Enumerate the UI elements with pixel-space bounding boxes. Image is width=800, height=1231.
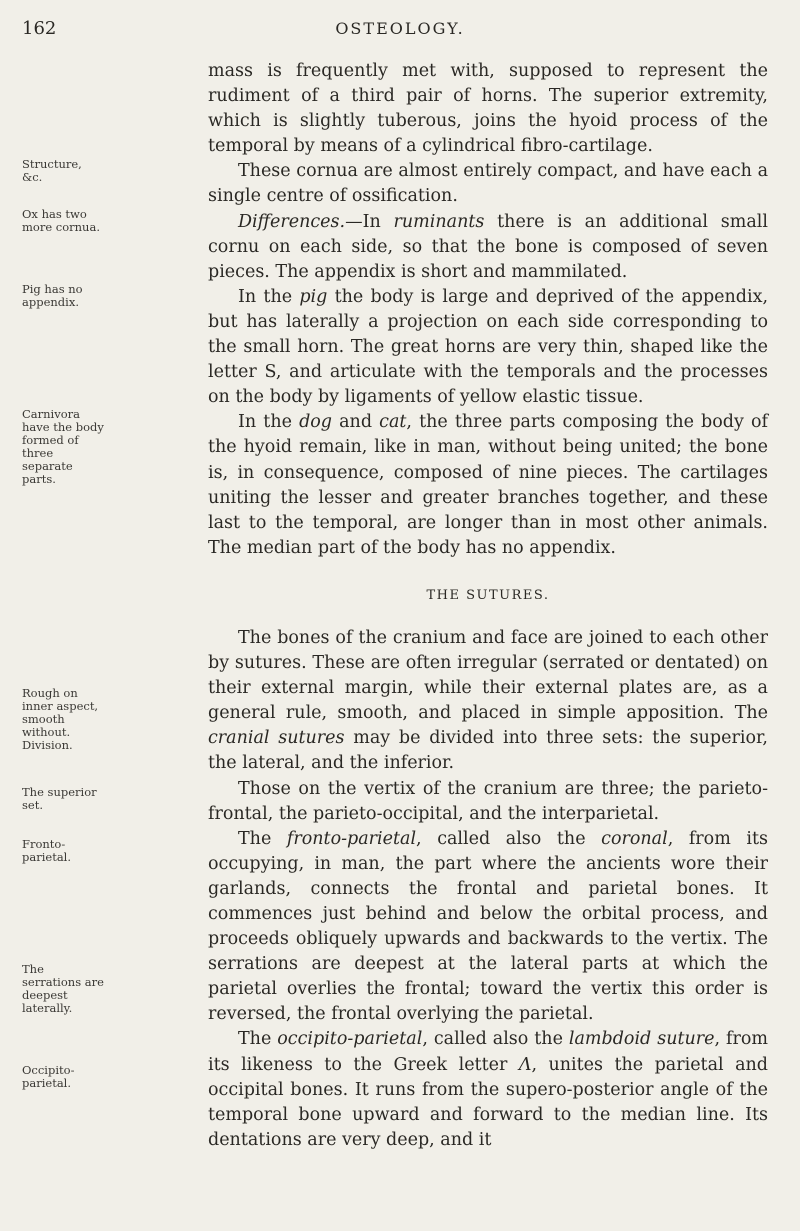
italic-term: coronal: [601, 828, 668, 849]
side-note-fronto-parietal: Fronto-parietal.: [22, 837, 72, 864]
body-text: [208, 59, 768, 1153]
paragraph: In the dog and cat, the three parts composing the body of the hyoid remain, like in man, without being united; the bone is, in consequence, composed of nine pieces. The cartilages uniting the lesser and greater branches together, and these last to the temporal, are longer than in most other animals. The median part of the body has no appendix.: [208, 412, 768, 558]
side-note-superior-set: The superior set.: [22, 785, 97, 812]
italic-term: cranial sutures: [208, 728, 345, 749]
italic-term: occipito-parietal: [277, 1029, 423, 1050]
side-note-pig: Pig has no appendix.: [22, 282, 83, 309]
paragraph: Those on the vertix of the cranium are three; the parieto-frontal, the parieto-occipital, and the interparietal.: [208, 778, 768, 824]
paragraph: Differences.—In ruminants there is an additional small cornu on each side, so that the bone is composed of seven pieces. The appendix is short and mammilated.: [208, 211, 768, 282]
italic-term: Differences.: [238, 211, 346, 232]
page-number: 162: [22, 18, 57, 39]
paragraph: The occipito-parietal, called also the lambdoid suture, from its likeness to the Greek letter Λ, unites the parietal and occipital bones. It runs from the supero-posterior angle of the temporal bone upward and forward to the median line. Its dentations are very deep, and it: [208, 1029, 768, 1150]
italic-term: dog: [299, 412, 333, 433]
page-header: [0, 18, 800, 48]
italic-term: cat: [379, 412, 407, 433]
side-note-rough-inner: Rough on inner aspect, smooth without. Division.: [22, 686, 99, 752]
italic-term: ruminants: [393, 211, 485, 232]
paragraph: The bones of the cranium and face are joined to each other by sutures. These are often irregular (serrated or dentated) on their external margin, while their external plates are, as a general rule, smooth, and placed in simple apposition. The cranial sutures may be divided into three sets: the superior, the lateral, and the inferior.: [208, 627, 768, 774]
paragraph: In the pig the body is large and deprived of the appendix, but has laterally a projection on each side corresponding to the small horn. The great horns are very thin, shaped like the letter S, and articulate with the temporals and the processes on the body by ligaments of yellow elastic tissue.: [208, 286, 769, 408]
greek-letter: Λ: [518, 1054, 532, 1075]
italic-term: fronto-parietal: [286, 828, 417, 849]
paragraph: mass is frequently met with, supposed to represent the rudiment of a third pair of horns. The superior extremity, which is slightly tuberous, joins the hyoid process of the temporal by means of a cylindrical fibro-cartilage.: [208, 61, 768, 157]
running-title: OSTEOLOGY.: [335, 19, 465, 38]
side-note-ox: Ox has two more cornua.: [22, 207, 100, 234]
side-note-structure: Structure, &c.: [22, 157, 82, 184]
side-note-occipito-parietal: Occipito-parietal.: [22, 1063, 75, 1090]
paragraph: These cornua are almost entirely compact, and have each a single centre of ossification.: [208, 161, 768, 207]
paragraph: The fronto-parietal, called also the coronal, from its occupying, in man, the part where the ancients wore their garlands, connects the frontal and parietal bones. It commences just behind and below the orbital process, and proceeds obliquely upwards and backwards to the vertix. The serrations are deepest at the lateral parts at which the parietal overlies the frontal; toward the vertix this order is reversed, the frontal overlying the parietal.: [208, 828, 768, 1025]
side-note-serrations: The serrations are deepest laterally.: [22, 962, 104, 1015]
side-note-carnivora: Carnivora have the body formed of three separate parts.: [22, 407, 104, 486]
section-heading: THE SUTURES.: [426, 587, 550, 603]
italic-term: pig: [299, 286, 328, 307]
italic-term: lambdoid suture: [568, 1029, 715, 1050]
